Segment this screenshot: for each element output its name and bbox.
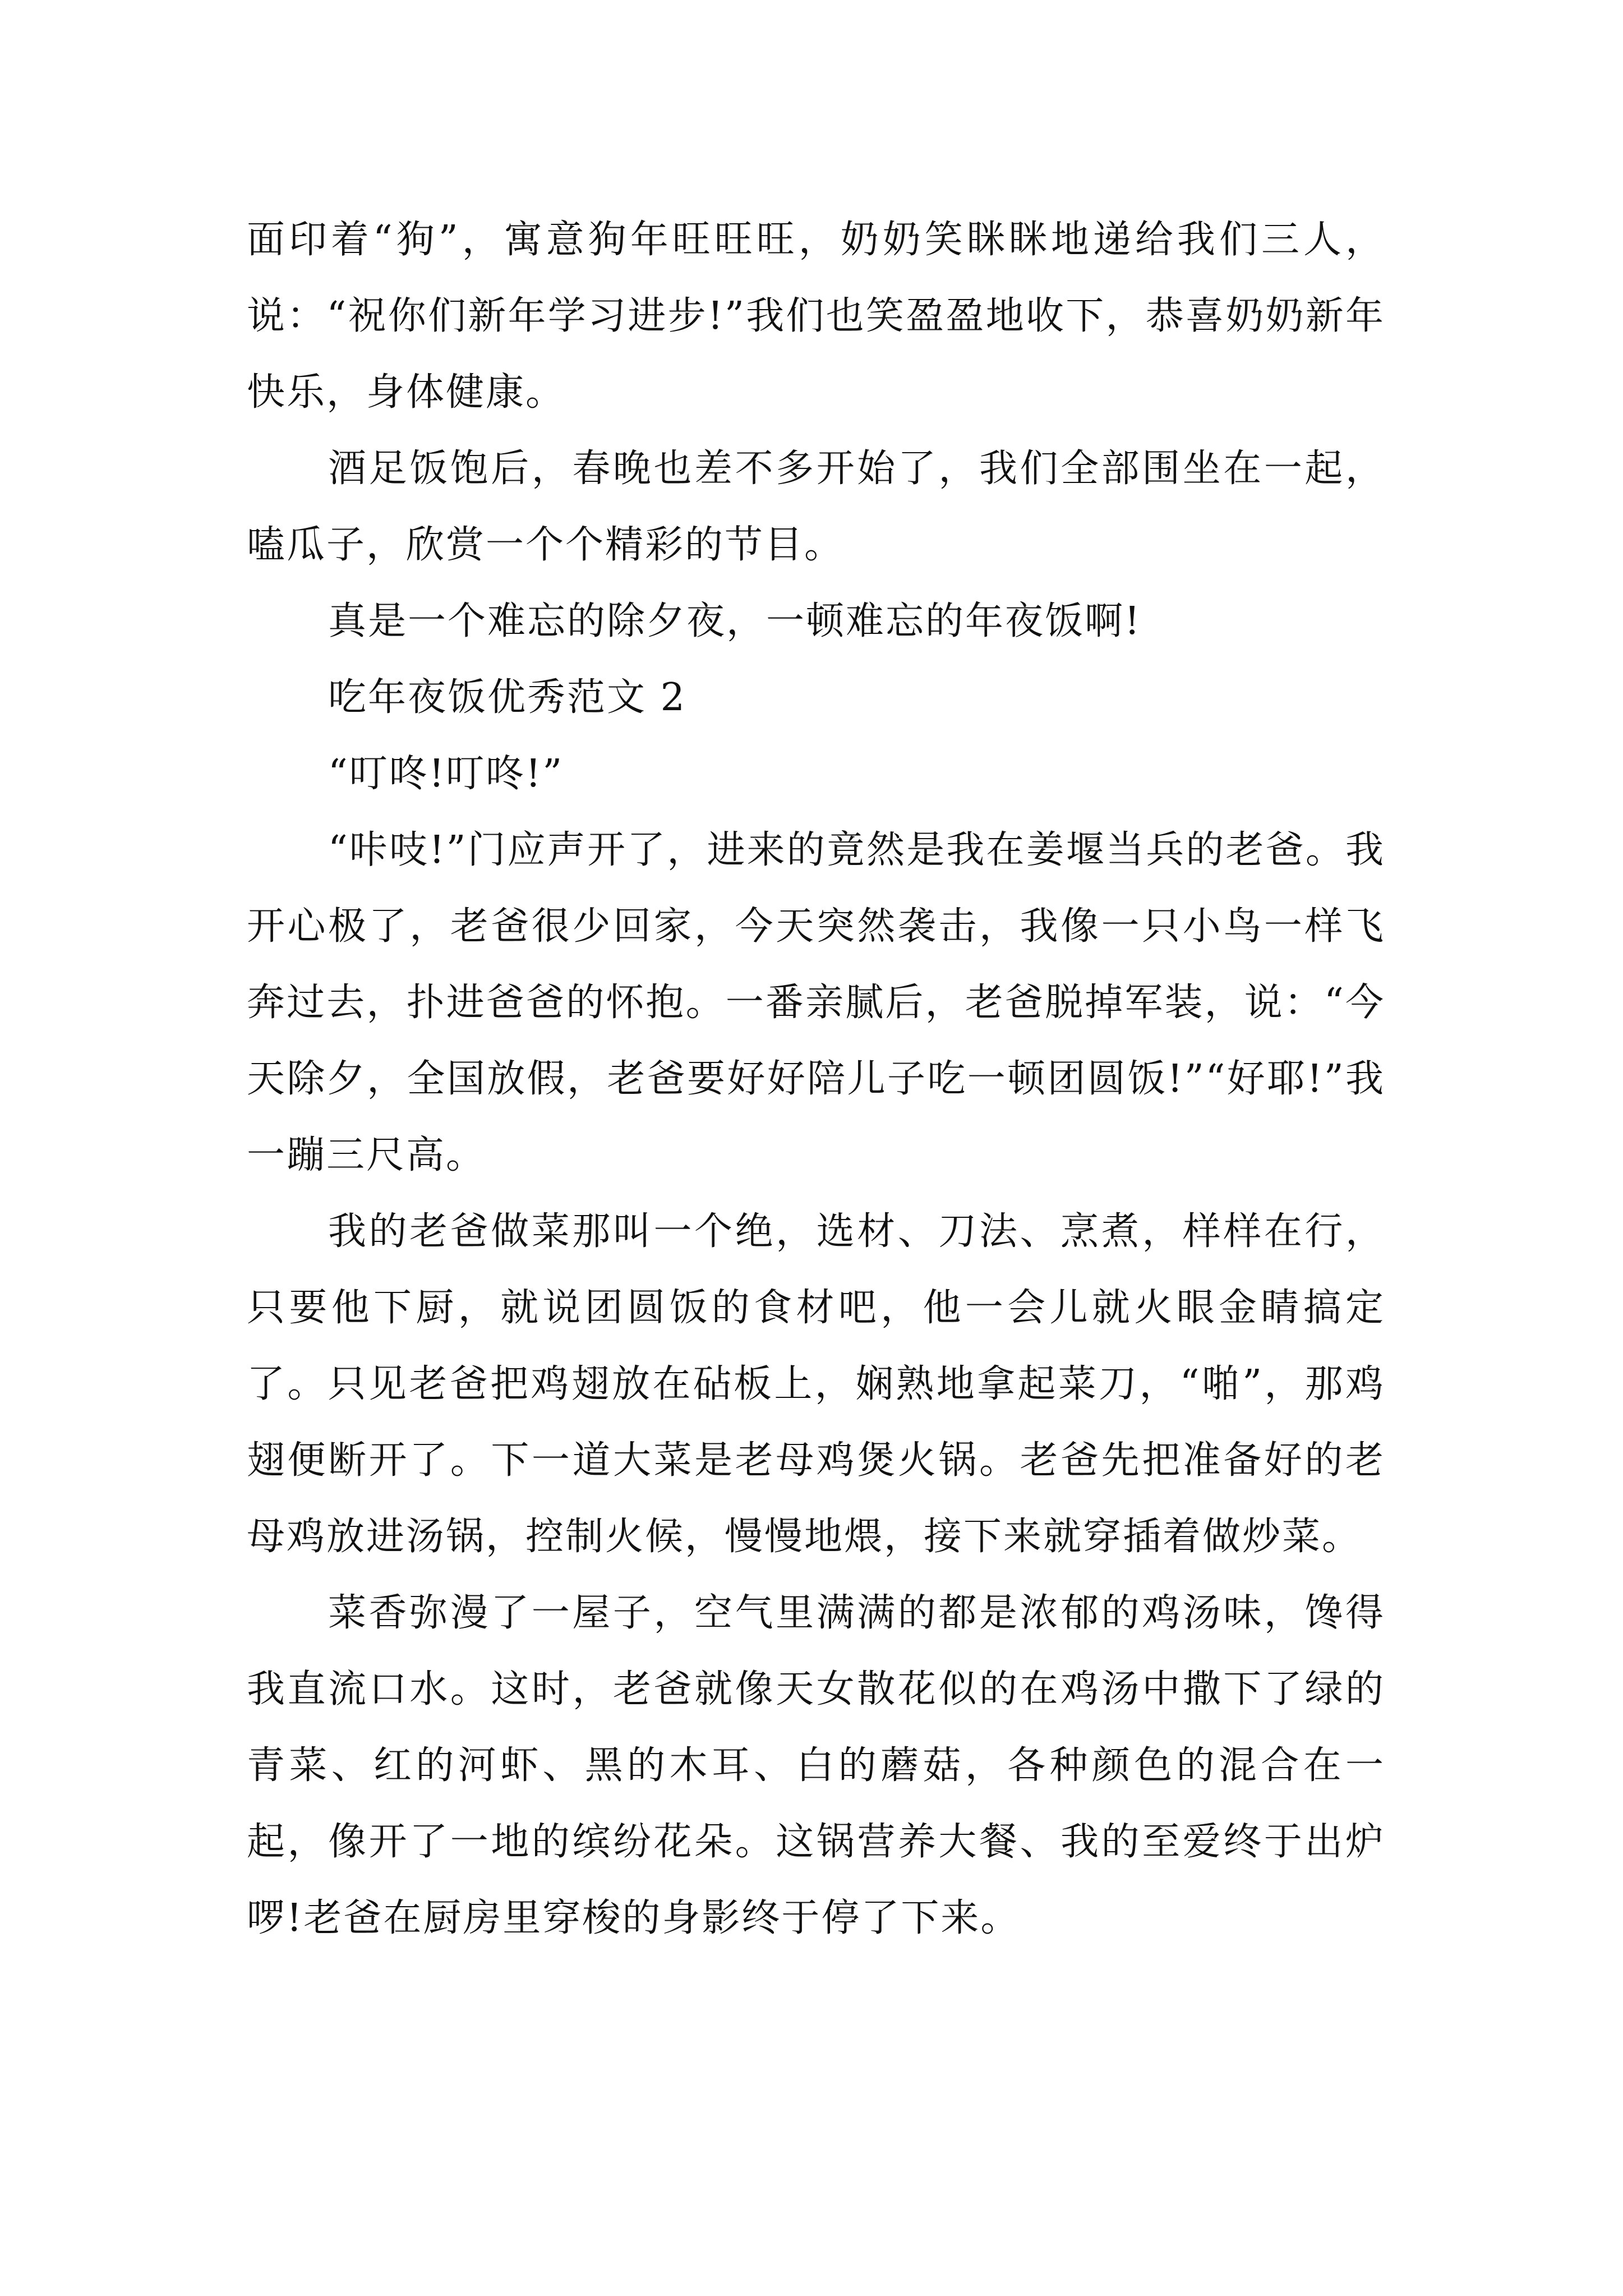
- paragraph-continuation: 面印着“狗”，寓意狗年旺旺旺，奶奶笑眯眯地递给我们三人，说：“祝你们新年学习进步!”我们也笑盈盈地收下，恭喜奶奶新年快乐，身体健康。: [247, 218, 1385, 415]
- paragraph: 我的老爸做菜那叫一个绝，选材、刀法、烹煮，样样在行，只要他下厨，就说团圆饭的食材吧，他一会儿就火眼金睛搞定了。只见老爸把鸡翅放在砧板上，娴熟地拿起菜刀，“啪”，那鸡翅便断开了。下一道大菜是老母鸡煲火锅。老爸先把准备好的老母鸡放进汤锅，控制火候，慢慢地煨，接下来就穿插着做炒菜。: [247, 1209, 1385, 1559]
- paragraph: 酒足饭饱后，春晚也差不多开始了，我们全部围坐在一起，嗑瓜子，欣赏一个个精彩的节目。: [247, 447, 1385, 567]
- paragraph: “叮咚!叮咚!”: [328, 752, 564, 796]
- document-body: [247, 202, 1385, 1957]
- section-heading: 吃年夜饭优秀范文 2: [328, 675, 686, 720]
- paragraph: “咔吱!”门应声开了，进来的竟然是我在姜堰当兵的老爸。我开心极了，老爸很少回家，今天突然袭击，我像一只小鸟一样飞奔过去，扑进爸爸的怀抱。一番亲腻后，老爸脱掉军装，说：“今天除夕，全国放假，老爸要好好陪儿子吃一顿团圆饭!”“好耶!”我一蹦三尺高。: [247, 828, 1385, 1177]
- paragraph: 真是一个难忘的除夕夜，一顿难忘的年夜饭啊!: [328, 599, 1142, 643]
- paragraph: 菜香弥漫了一屋子，空气里满满的都是浓郁的鸡汤味，馋得我直流口水。这时，老爸就像天女散花似的在鸡汤中撒下了绿的青菜、红的河虾、黑的木耳、白的蘑菇，各种颜色的混合在一起，像开了一地的缤纷花朵。这锅营养大餐、我的至爱终于出炉啰!老爸在厨房里穿梭的身影终于停了下来。: [247, 1591, 1385, 1940]
